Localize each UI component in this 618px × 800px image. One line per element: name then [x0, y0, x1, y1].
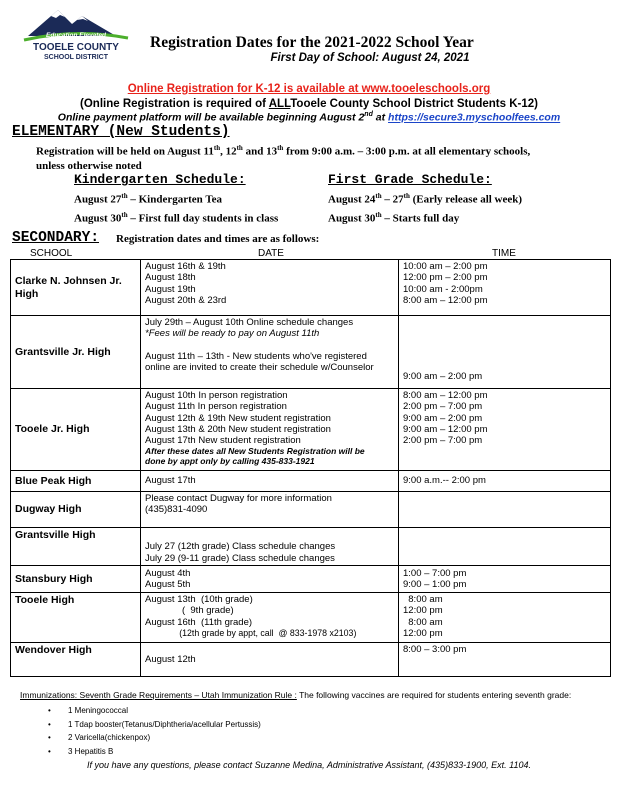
blank-line	[145, 340, 394, 351]
date-line: August 11th In person registration	[145, 401, 287, 413]
time-line: 9:00 – 1:00 pm	[403, 579, 467, 590]
time-line: 2:00 pm – 7:00 pm	[403, 401, 483, 413]
time-cell	[399, 316, 611, 389]
date-line: August 17th	[145, 475, 196, 487]
time-cell	[399, 471, 611, 492]
fg-desc1: (Early release all week)	[409, 193, 523, 206]
payment-platform-text: Online payment platform will be available beginning August 2	[57, 111, 365, 124]
date-line: August 16th (11th grade)	[145, 616, 253, 628]
kg-desc1: – Kindergarten Tea	[127, 193, 223, 206]
column-header-time: TIME	[492, 248, 516, 259]
fg-sup3: th	[375, 210, 382, 219]
date-line: August 13th (10th grade)	[145, 594, 253, 605]
date-line: August 13th & 20th New student registration	[145, 423, 331, 435]
date-cell	[141, 566, 399, 593]
school-name: Clarke N. Johnsen Jr. High	[11, 260, 141, 316]
date-line: ( 9th grade)	[145, 605, 234, 617]
date-line: August 11th – 13th - New students who've registered	[145, 350, 367, 362]
payment-at: at	[372, 111, 389, 124]
date-line: August 16th & 19th	[145, 261, 226, 272]
fees-note: *Fees will be ready to pay on August 11th	[145, 328, 320, 340]
immunization-title: Immunizations: Seventh Grade Requirements – Utah Immunization Rule :	[20, 690, 297, 700]
column-header-school: SCHOOL	[30, 248, 73, 259]
time-cell	[399, 528, 611, 566]
appointment-note-1: After these dates all New Students Registration will be	[145, 446, 365, 457]
first-grade-heading: First Grade Schedule:	[328, 172, 492, 187]
date-line: August 17th New student registration	[145, 435, 301, 447]
table-row	[11, 471, 611, 492]
time-line: 8:00 – 3:00 pm	[403, 644, 467, 655]
time-cell	[399, 593, 611, 643]
secondary-heading: SECONDARY:	[12, 230, 100, 246]
date-line: August 4th	[145, 567, 191, 579]
page-title: Registration Dates for the 2021-2022 School Year	[150, 34, 474, 51]
date-line: July 27 (12th grade) Class schedule changes	[145, 541, 336, 553]
fg-desc2: – Starts full day	[381, 212, 460, 225]
immunization-list	[48, 704, 261, 758]
time-cell	[399, 566, 611, 593]
kindergarten-line-2	[74, 208, 278, 227]
first-grade-schedule	[328, 189, 522, 226]
table-row	[11, 566, 611, 593]
fg-date1: August 24	[328, 193, 376, 206]
school-name: Grantsville Jr. High	[11, 316, 141, 389]
payment-sup: nd	[364, 111, 373, 118]
school-name: Grantsville High	[11, 528, 141, 566]
kindergarten-line-1	[74, 189, 278, 208]
time-line: 9:00 am – 2:00 pm	[403, 370, 483, 382]
time-line: 1:00 – 7:00 pm	[403, 567, 467, 579]
secondary-intro: Registration dates and times are as follows:	[116, 233, 320, 245]
time-line: 12:00 pm – 2:00 pm	[403, 272, 488, 284]
date-line: (12th grade by appt, call @ 833-1978 x2103)	[145, 627, 357, 638]
school-name: Tooele Jr. High	[11, 389, 141, 471]
date-line: online are invited to create their schedule w/Counselor	[145, 361, 374, 373]
online-required-all: ALL	[268, 98, 291, 110]
list-item: • 1 Tdap booster(Tetanus/Diphtheria/acellular Pertussis)	[48, 718, 261, 732]
table-row	[11, 389, 611, 471]
elem-text-a: Registration will be held on August 11	[36, 145, 214, 158]
immunization-heading	[20, 690, 571, 700]
fg-date1b: – 27	[381, 193, 404, 206]
fg-sup2: th	[403, 192, 410, 200]
time-line: 9:00 am – 12:00 pm	[403, 423, 488, 435]
school-name: Dugway High	[11, 492, 141, 528]
contact-footer: If you have any questions, please contact Suzanne Medina, Administrative Assistant, (435)833-1900, Ext. 1104.	[87, 760, 531, 770]
fg-date2: August 30	[328, 212, 376, 225]
elementary-registration-text	[36, 141, 608, 173]
date-line: August 5th	[145, 579, 191, 590]
date-line: July 29th – August 10th Online schedule changes	[145, 317, 354, 328]
mountain-logo-icon	[20, 6, 132, 64]
date-cell	[141, 471, 399, 492]
time-line: 10:00 am – 2:00 pm	[403, 261, 488, 272]
time-line: 2:00 pm – 7:00 pm	[403, 435, 483, 447]
kg-desc2: – First full day students in class	[127, 212, 279, 225]
kindergarten-schedule	[74, 189, 278, 226]
school-name: Blue Peak High	[11, 471, 141, 492]
elem-text-line2: unless otherwise noted	[36, 159, 142, 172]
immunization-intro: The following vaccines are required for students entering seventh grade:	[296, 690, 572, 700]
kg-sup1: th	[121, 192, 128, 200]
logo-line1: Education Elevated	[46, 32, 106, 39]
time-line: 12:00 pm	[403, 627, 443, 639]
column-header-date: DATE	[258, 248, 284, 259]
elem-text-b: , 12	[220, 145, 237, 158]
time-line: 8:00 am	[403, 594, 443, 605]
list-item: • 3 Hepatitis B	[48, 745, 261, 759]
online-required-notice	[0, 98, 618, 110]
date-cell	[141, 389, 399, 471]
appointment-note-2: done by appt only by calling 435-833-1921	[145, 456, 315, 467]
kg-sup2: th	[121, 210, 128, 219]
time-line: 8:00 am – 12:00 pm	[403, 390, 488, 401]
time-line: 8:00 am	[403, 616, 443, 628]
date-line: August 12th & 19th New student registration	[145, 412, 331, 424]
time-cell	[399, 260, 611, 316]
school-name: Tooele High	[11, 593, 141, 643]
time-line: 12:00 pm	[403, 605, 443, 617]
payment-platform-link[interactable]: https://secure3.myschoolfees.com	[388, 111, 561, 124]
time-line: 9:00 a.m.-- 2:00 pm	[403, 475, 486, 487]
date-line: August 10th In person registration	[145, 390, 288, 401]
first-grade-line-2	[328, 208, 522, 227]
table-row	[11, 260, 611, 316]
fg-sup1: th	[375, 192, 382, 200]
table-row	[11, 593, 611, 643]
logo-line3: SCHOOL DISTRICT	[43, 54, 109, 61]
kindergarten-heading: Kindergarten Schedule:	[74, 172, 246, 187]
time-cell	[399, 643, 611, 677]
date-cell	[141, 260, 399, 316]
first-grade-line-1	[328, 189, 522, 208]
date-cell	[141, 492, 399, 528]
elem-sup1: th	[213, 144, 221, 152]
date-cell	[141, 316, 399, 389]
elementary-heading: ELEMENTARY (New Students)	[12, 124, 230, 140]
date-cell	[141, 643, 399, 677]
date-line: Please contact Dugway for more information	[145, 493, 332, 504]
date-cell	[141, 528, 399, 566]
list-item: • 2 Varicella(chickenpox)	[48, 731, 261, 745]
first-day-subtitle: First Day of School: August 24, 2021	[270, 52, 470, 64]
logo-line2: TOOELE COUNTY	[33, 42, 119, 53]
time-cell	[399, 492, 611, 528]
date-cell	[141, 593, 399, 643]
time-line: 9:00 am – 2:00 pm	[403, 412, 483, 424]
kg-date1: August 27	[74, 193, 122, 206]
online-registration-notice[interactable]: Online Registration for K-12 is available at www.tooeleschools.org	[127, 83, 491, 95]
district-logo	[20, 6, 132, 64]
table-row	[11, 643, 611, 677]
date-line: July 29 (9-11 grade) Class schedule changes	[145, 552, 335, 564]
elem-text-d: from 9:00 a.m. – 3:00 p.m. at all elementary schools,	[283, 145, 531, 158]
payment-platform-notice	[0, 111, 618, 124]
date-line: August 12th	[145, 653, 196, 665]
kg-date2: August 30	[74, 212, 122, 225]
school-name: Wendover High	[11, 643, 141, 677]
elem-sup2: th	[236, 144, 243, 152]
table-row	[11, 528, 611, 566]
date-line: (435)831-4090	[145, 504, 208, 516]
date-line: August 19th	[145, 283, 196, 295]
table-row	[11, 492, 611, 528]
list-item: • 1 Meningococcal	[48, 704, 261, 718]
online-required-pre: (Online Registration is required of	[80, 98, 269, 110]
school-name: Stansbury High	[11, 566, 141, 593]
time-line: 10:00 am - 2:00pm	[403, 283, 483, 295]
date-line: August 18th	[145, 272, 196, 284]
date-line: August 20th & 23rd	[145, 294, 227, 306]
time-cell	[399, 389, 611, 471]
table-row	[11, 316, 611, 389]
online-required-post: Tooele County School District Students K-12)	[290, 98, 538, 110]
elem-sup3: th	[277, 144, 284, 152]
time-line: 8:00 am – 12:00 pm	[403, 294, 488, 306]
secondary-registration-table	[10, 259, 611, 677]
elem-text-c: and 13	[242, 145, 278, 158]
